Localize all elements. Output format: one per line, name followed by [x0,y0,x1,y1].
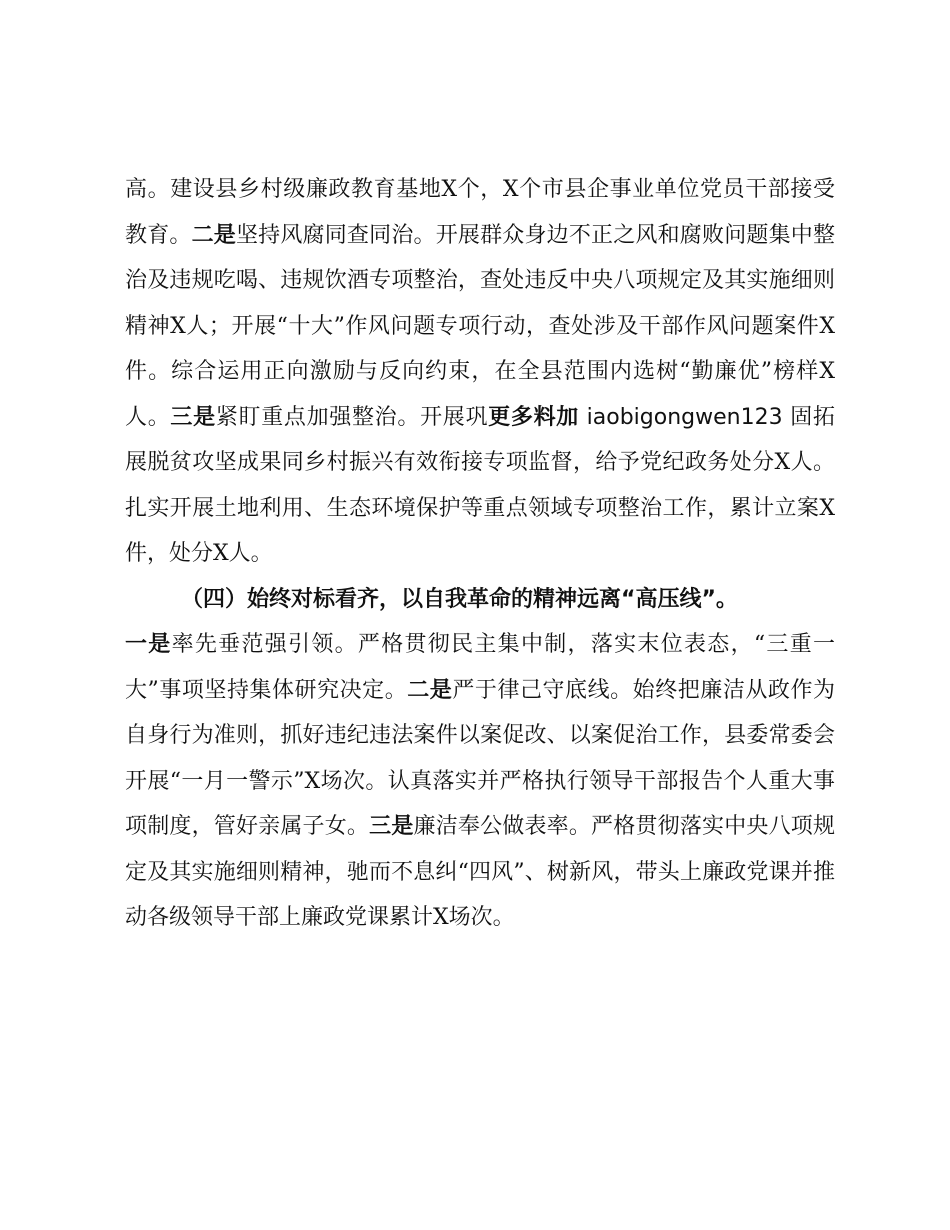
paragraph-rectification [125,167,835,577]
watermark-bold: 更多料加 [488,404,579,430]
paragraph-text: 紧盯重点加强整治。开展巩 [215,404,489,430]
paragraph-text: 严于律己守底线。始终把廉洁从政作为自身行为准则，抓好违纪违法案件以案促改、以案促治工作，县委常委会开展“一月一警示”X场次。认真落实并严格执行领导干部报告个人重大事项制度，管好亲属子女。 [125,677,835,839]
paragraph-self-discipline [125,622,835,941]
paragraph-text: 廉洁奉公做表率。严格贯彻落实中央八项规定及其实施细则精神，驰而不息纠“四风”、树新风，带头上廉政党课并推动各级领导干部上廉政党课累计X场次。 [125,814,835,930]
lead-phrase: 二是 [407,677,453,703]
lead-phrase: 二是 [191,222,236,248]
paragraph-text: 高。建设县乡村级廉政教育基地X个，X个市县企事业单位党员干部接受教育。 [125,177,835,248]
document-body [125,167,835,941]
lead-phrase: 三是 [369,814,414,839]
lead-phrase: 三是 [170,404,216,430]
paragraph-text: 率先垂范强引领。严格贯彻民主集中制，落实末位表态，“三重一大”事项坚持集体研究决定。 [125,632,835,703]
paragraph-text: 固拓展脱贫攻坚成果同乡村振兴有效衔接专项监督，给予党纪政务处分X人。扎实开展土地利用、生态环境保护等重点领域专项整治工作，累计立案X件，处分X人。 [125,404,835,566]
section-heading: （四）始终对标看齐，以自我革命的精神远离“高压线”。 [181,586,738,612]
watermark-plain: iaobigongwen123 [578,404,791,430]
lead-phrase: 一是 [125,632,172,657]
paragraph-text: 坚持风腐同查同治。开展群众身边不正之风和腐败问题集中整治及违规吃喝、违规饮酒专项整治，查处违反中央八项规定及其实施细则精神X人；开展“十大”作风问题专项行动，查处涉及干部作风问题案件X件。综合运用正向激励与反向约束，在全县范围内选树“勤廉优”榜样X人。 [125,222,835,430]
watermark-text [488,405,790,430]
